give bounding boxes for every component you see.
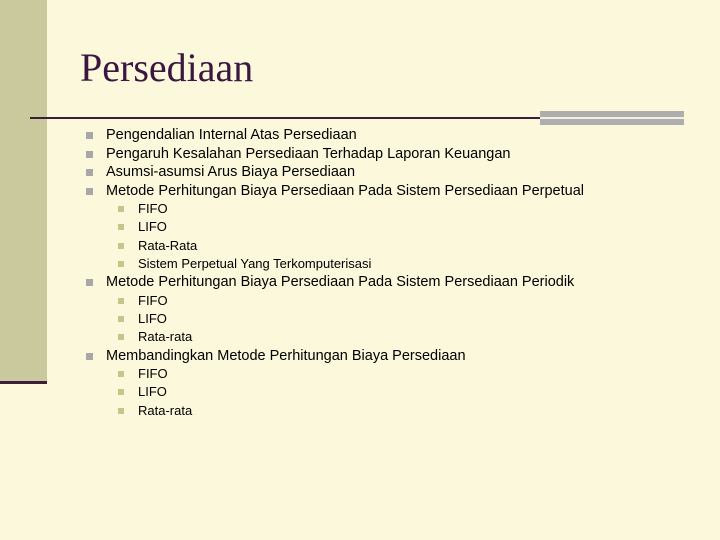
list-item-text: Membandingkan Metode Perhitungan Biaya Persediaan (106, 347, 466, 364)
sub-list-item (118, 365, 696, 383)
sub-list-item-text: LIFO (138, 219, 167, 235)
sub-list-item-text: LIFO (138, 310, 167, 326)
small-square-bullet-icon (118, 243, 124, 249)
sub-list-item (118, 255, 696, 273)
list-item (86, 273, 696, 292)
square-bullet-icon (86, 188, 93, 195)
list-item (86, 145, 696, 164)
sub-list-item-text: FIFO (138, 201, 168, 216)
small-square-bullet-icon (118, 389, 124, 395)
sidebar-decoration (0, 0, 47, 383)
small-square-bullet-icon (118, 298, 124, 304)
sub-list-item-text: Rata-rata (138, 402, 193, 418)
square-bullet-icon (86, 279, 93, 286)
square-bullet-icon (86, 169, 93, 176)
sub-list-item-text: Sistem Perpetual Yang Terkomputerisasi (138, 255, 372, 271)
sub-list-item-text: FIFO (138, 366, 168, 382)
small-square-bullet-icon (118, 408, 124, 414)
square-bullet-icon (86, 353, 93, 360)
bullet-list (86, 126, 696, 420)
square-bullet-icon (86, 132, 93, 139)
sub-list-item (118, 292, 696, 310)
list-item (86, 347, 696, 366)
sub-list-item (118, 402, 696, 420)
sub-list-item (118, 328, 696, 346)
title-divider (30, 117, 542, 119)
list-item-text: Pengendalian Internal Atas Persediaan (106, 127, 357, 143)
list-item (86, 126, 696, 145)
slide-title: Persediaan (80, 45, 254, 90)
sidebar-underline (0, 381, 47, 384)
title-accent-line (540, 117, 684, 119)
sub-list-item (118, 218, 696, 236)
small-square-bullet-icon (118, 316, 124, 322)
list-item (86, 163, 696, 182)
sub-list-item-text: Rata-rata (138, 329, 193, 345)
sub-list-item (118, 383, 696, 401)
sub-list-item-text: Rata-Rata (138, 237, 198, 253)
list-item-text: Metode Perhitungan Biaya Persediaan Pada Sistem Persediaan Perpetual (106, 182, 584, 199)
small-square-bullet-icon (118, 371, 124, 377)
list-item (86, 182, 696, 201)
sub-list-item (118, 237, 696, 255)
sub-list-item-text: FIFO (138, 292, 168, 308)
sub-list-item (118, 310, 696, 328)
small-square-bullet-icon (118, 261, 124, 267)
list-item-text: Pengaruh Kesalahan Persediaan Terhadap Laporan Keuangan (106, 145, 511, 162)
list-item-text: Metode Perhitungan Biaya Persediaan Pada Sistem Persediaan Periodik (106, 274, 575, 291)
square-bullet-icon (86, 151, 93, 158)
small-square-bullet-icon (118, 334, 124, 340)
small-square-bullet-icon (118, 224, 124, 230)
small-square-bullet-icon (118, 206, 124, 212)
sub-list-item-text: LIFO (138, 384, 167, 400)
list-item-text: Asumsi-asumsi Arus Biaya Persediaan (106, 164, 356, 180)
sub-list-item (118, 200, 696, 218)
